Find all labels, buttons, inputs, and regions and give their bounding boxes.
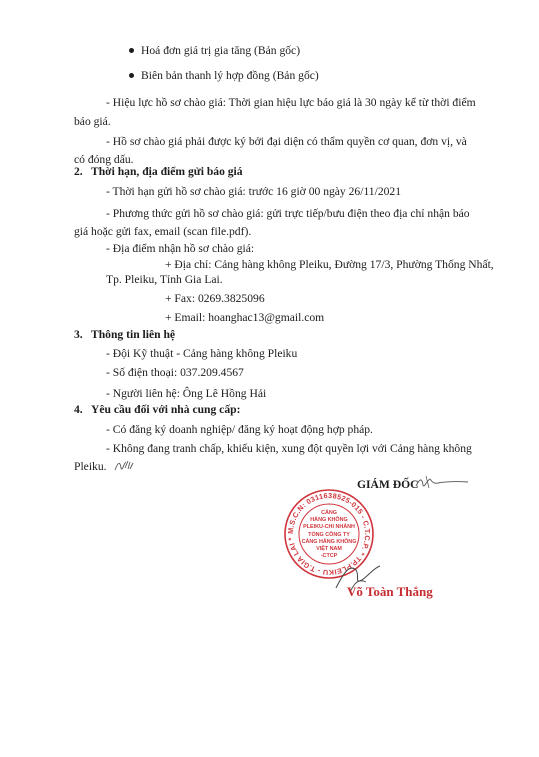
- section-3-number: 3.: [74, 328, 83, 341]
- phone-text: - Số điện thoại: 037.209.4567: [106, 366, 244, 379]
- requirement-text: - Có đăng ký doanh nghiệp/ đăng ký hoạt động hợp pháp.: [106, 423, 373, 436]
- seal-inner-line: CẢNG HÀNG KHÔNG: [301, 539, 357, 545]
- signed-requirement-text-cont: có đóng dấu.: [74, 153, 134, 166]
- requirement-text-cont: Pleiku.: [74, 460, 107, 473]
- seal-inner-line: PLEIKU-CHI NHÁNH: [303, 524, 355, 530]
- signature-mark-icon: [412, 470, 470, 498]
- seal-inner-line: CẢNG: [321, 510, 337, 516]
- seal-inner-line: HÀNG KHÔNG: [310, 517, 348, 523]
- seal-inner-line: -CTCP: [320, 553, 338, 559]
- section-4-title: Yêu cầu đối với nhà cung cấp:: [91, 403, 241, 416]
- seal-ring-text: M.S.C.N: 0311638525-015 - C.T.C.P. * TP.PLEIKU - T.GIA LAI *: [285, 490, 373, 578]
- validity-text-cont: báo giá.: [74, 115, 111, 128]
- contact-text: - Người liên hệ: Ông Lê Hồng Hải: [106, 387, 267, 400]
- section-2-number: 2.: [74, 165, 83, 178]
- location-label: - Địa điểm nhận hồ sơ chào giá:: [106, 242, 255, 255]
- bullet-item: Hoá đơn giá trị gia tăng (Bản gốc): [141, 42, 300, 59]
- email-text: + Email: hoanghac13@gmail.com: [165, 311, 325, 324]
- address-text: + Địa chỉ: Cảng hàng không Pleiku, Đường 17/3, Phường Thống Nhất,: [165, 258, 494, 271]
- requirement-text: - Không đang tranh chấp, khiếu kiện, xung đột quyền lợi với Cảng hàng không: [106, 442, 472, 455]
- signed-requirement-text: - Hồ sơ chào giá phải được ký bởi đại diện có thẩm quyền cơ quan, đơn vị, và: [106, 135, 467, 148]
- section-4-number: 4.: [74, 403, 83, 416]
- method-text: - Phương thức gửi hồ sơ chào giá: gửi trực tiếp/bưu điện theo địa chỉ nhận báo: [106, 207, 470, 220]
- section-2-title: Thời hạn, địa điểm gửi báo giá: [91, 165, 243, 178]
- initials-mark-icon: [113, 458, 135, 474]
- deadline-text: - Thời hạn gửi hồ sơ chào giá: trước 16 giờ 00 ngày 26/11/2021: [106, 185, 402, 198]
- signatory-name: Võ Toàn Thắng: [347, 584, 433, 599]
- validity-text: - Hiệu lực hồ sơ chào giá: Thời gian hiệu lực báo giá là 30 ngày kể từ thời điểm: [106, 96, 476, 109]
- seal-inner-line: VIỆT NAM: [316, 546, 342, 552]
- address-text-cont: Tp. Pleiku, Tỉnh Gia Lai.: [106, 273, 223, 286]
- method-text-cont: giá hoặc gửi fax, email (scan file.pdf).: [74, 225, 252, 238]
- bullet-item: Biên bản thanh lý hợp đồng (Bản gốc): [141, 67, 319, 84]
- team-text: - Đội Kỹ thuật - Cảng hàng không Pleiku: [106, 347, 298, 360]
- seal-inner-line: TỔNG CÔNG TY: [308, 532, 350, 538]
- section-3-title: Thông tin liên hệ: [91, 328, 176, 341]
- fax-text: + Fax: 0269.3825096: [165, 292, 265, 305]
- signature-title: GIÁM ĐỐC: [357, 478, 419, 491]
